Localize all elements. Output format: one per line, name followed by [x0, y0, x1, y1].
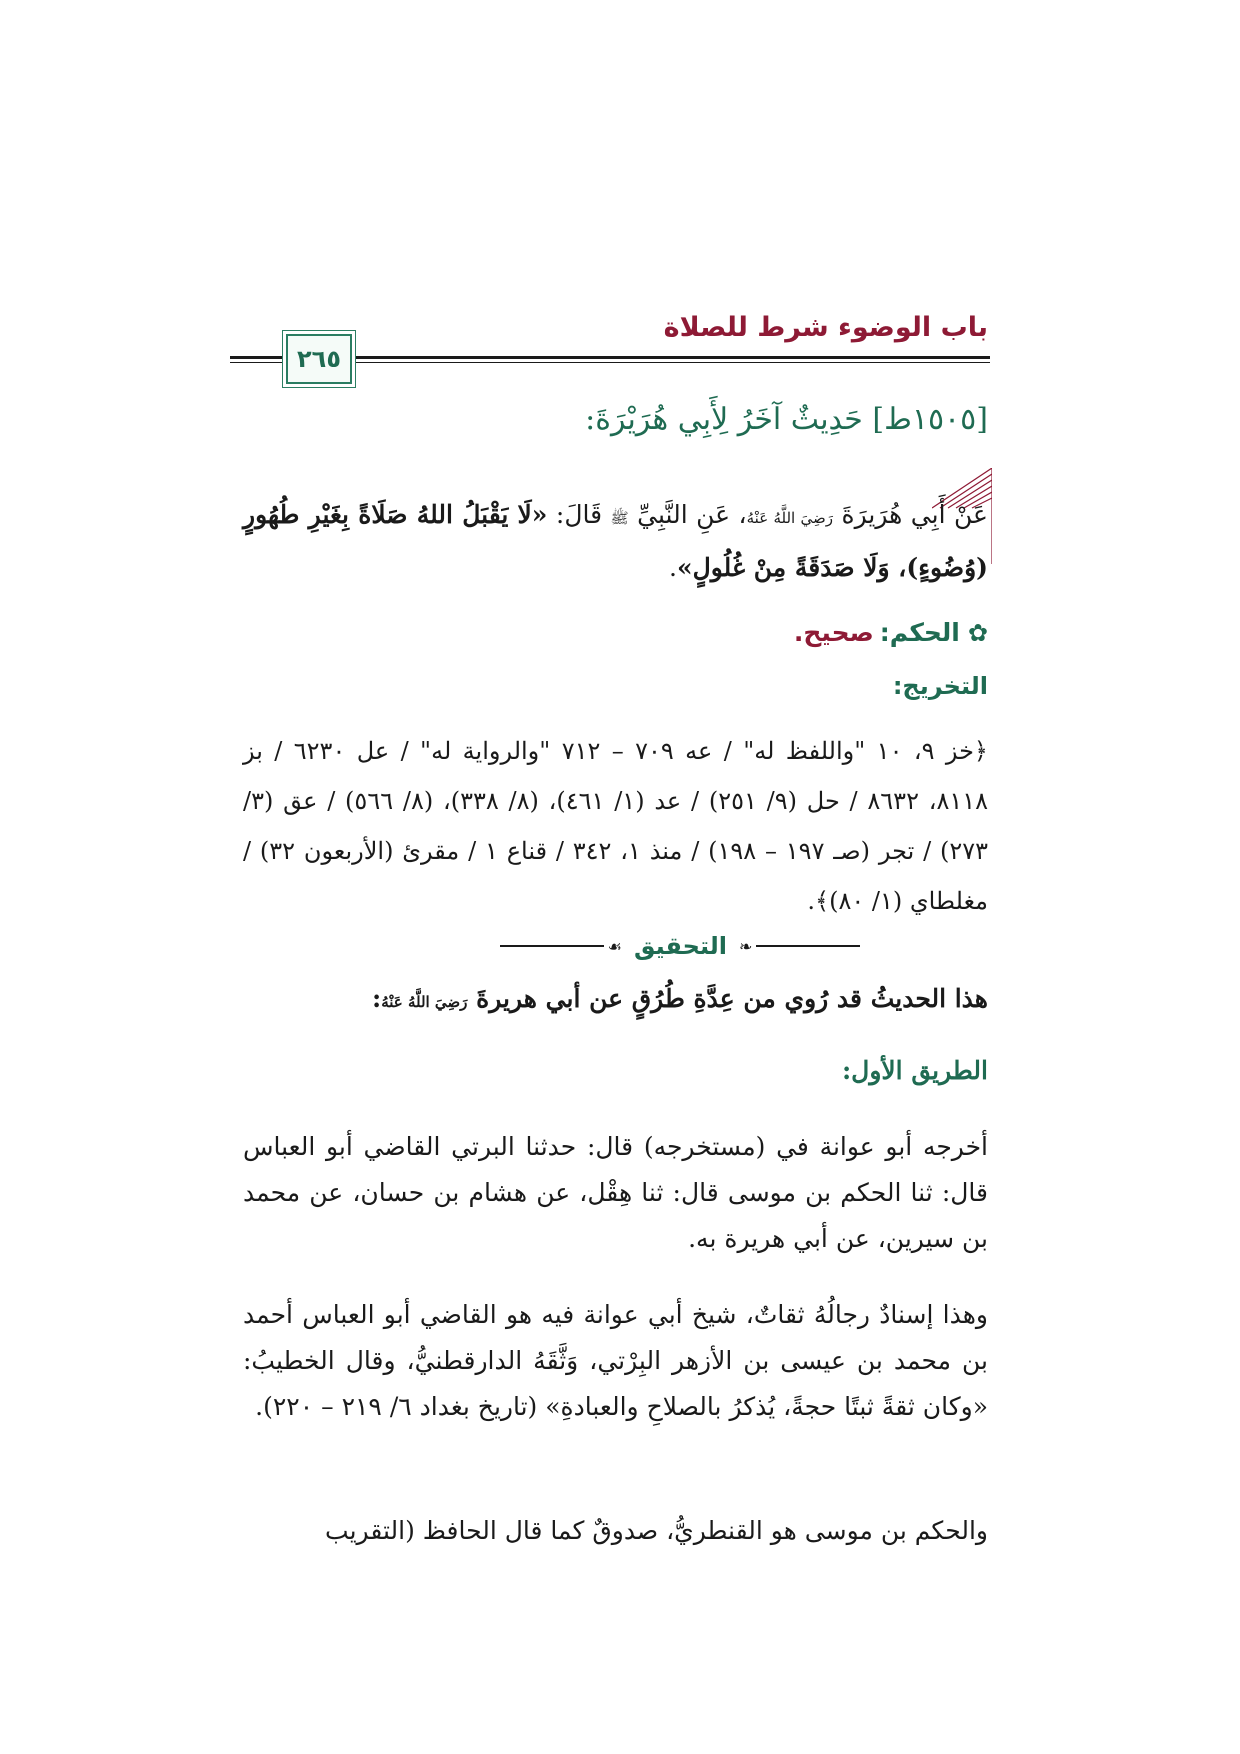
tahqiq-intro-end: : — [371, 984, 382, 1013]
hadith-intro: عَنْ أَبِي هُرَيرَةَ — [833, 500, 988, 529]
hadith-end: . — [669, 553, 677, 582]
hadith-qal: قَالَ: — [547, 500, 611, 529]
paragraph-2: وهذا إسنادٌ رجالُهُ ثقاتٌ، شيخ أبي عوانة فيه هو القاضي أبو العباس أحمد بن محمد بن عيسى بن الأزهر البِرْتي، وَثَّقَهُ الدارقطنيُّ، وقال الخطيبُ: «وكان ثقةً ثبتًا حجةً، يُذكرُ بالصلاحِ والعبادةِ» (تاريخ بغداد ٦/ ٢١٩ – ٢٢٠). — [243, 1300, 988, 1421]
divider-ornament-icon: ☙ — [607, 936, 622, 956]
tahqiq-intro-text: هذا الحديثُ قد رُوي من عِدَّةِ طُرُقٍ عن أبي هريرةَ — [467, 984, 988, 1013]
header-rule-thin — [356, 362, 990, 363]
divider-line-left — [500, 945, 604, 947]
ruling-line — [388, 618, 988, 647]
hadith-heading: [١٥٠٥ط] حَدِيثٌ آخَرُ لِأَبِي هُرَيْرَةَ: — [585, 402, 988, 437]
divider-line-right — [756, 945, 860, 947]
first-path-heading: الطريق الأول: — [841, 1056, 988, 1085]
paragraph-1: أخرجه أبو عوانة في (مستخرجه) قال: حدثنا البرتي القاضي أبو العباس قال: ثنا الحكم بن موسى قال: ثنا هِقْل، عن هشام بن حسان، عن محمد بن سيرين، عن أبي هريرة به. — [243, 1132, 988, 1253]
takhrij-heading: التخريج: — [892, 672, 988, 700]
honorific-salla: ﷺ — [610, 509, 629, 527]
ruling-value: صحيح. — [793, 618, 874, 647]
ruling-label: الحكم: — [879, 618, 960, 647]
hadith-text — [243, 490, 988, 593]
flower-ornament-icon: ✿ — [967, 619, 988, 647]
tahqiq-heading: التحقيق — [633, 932, 727, 960]
honorific-radiallah: رَضِيَ اللَّهُ عَنْهُ — [381, 993, 468, 1011]
page-number: ٢٦٥ — [297, 345, 341, 373]
header-rule-left-thin — [230, 362, 282, 363]
chapter-title: باب الوضوء شرط للصلاة — [663, 312, 988, 343]
header-rule-left-thick — [230, 356, 282, 359]
paragraph-3: والحكم بن موسى هو القنطريُّ، صدوقٌ كما قال الحافظ (التقريب — [325, 1516, 988, 1545]
hadith-mid: ، عَنِ النَّبِيِّ — [628, 500, 747, 529]
hadith-matn: «لَا يَقْبَلُ اللهُ صَلَاةً بِغَيْرِ طُهُورٍ (وُضُوءٍ)، وَلَا صَدَقَةً مِنْ غُلُولٍ» — [243, 500, 988, 582]
divider-ornament-icon: ❧ — [738, 936, 753, 956]
takhrij-text: ﴿خز ٩، ١٠ "واللفظ له" / عه ٧٠٩ – ٧١٢ "والرواية له" / عل ٦٢٣٠ / بز ٨١١٨، ٨٦٣٢ / حل (٩/ ٢٥١) / عد (١/ ٤٦١)، (٨/ ٣٣٨)، (٨/ ٥٦٦) / عق (٣/ ٢٧٣) / تجر (صـ ١٩٧ – ١٩٨) / منذ ١، ٣٤٢ / قناع ١ / مقرئ (الأربعون ٣٢) / مغلطاي (١/ ٨٠)﴾. — [243, 737, 989, 915]
tahqiq-intro — [243, 984, 988, 1013]
honorific-radiallah: رَضِيَ اللَّهُ عَنْهُ — [746, 509, 833, 527]
page-number-frame — [286, 334, 352, 384]
section-divider — [500, 926, 860, 966]
header-rule-thick — [356, 356, 990, 359]
